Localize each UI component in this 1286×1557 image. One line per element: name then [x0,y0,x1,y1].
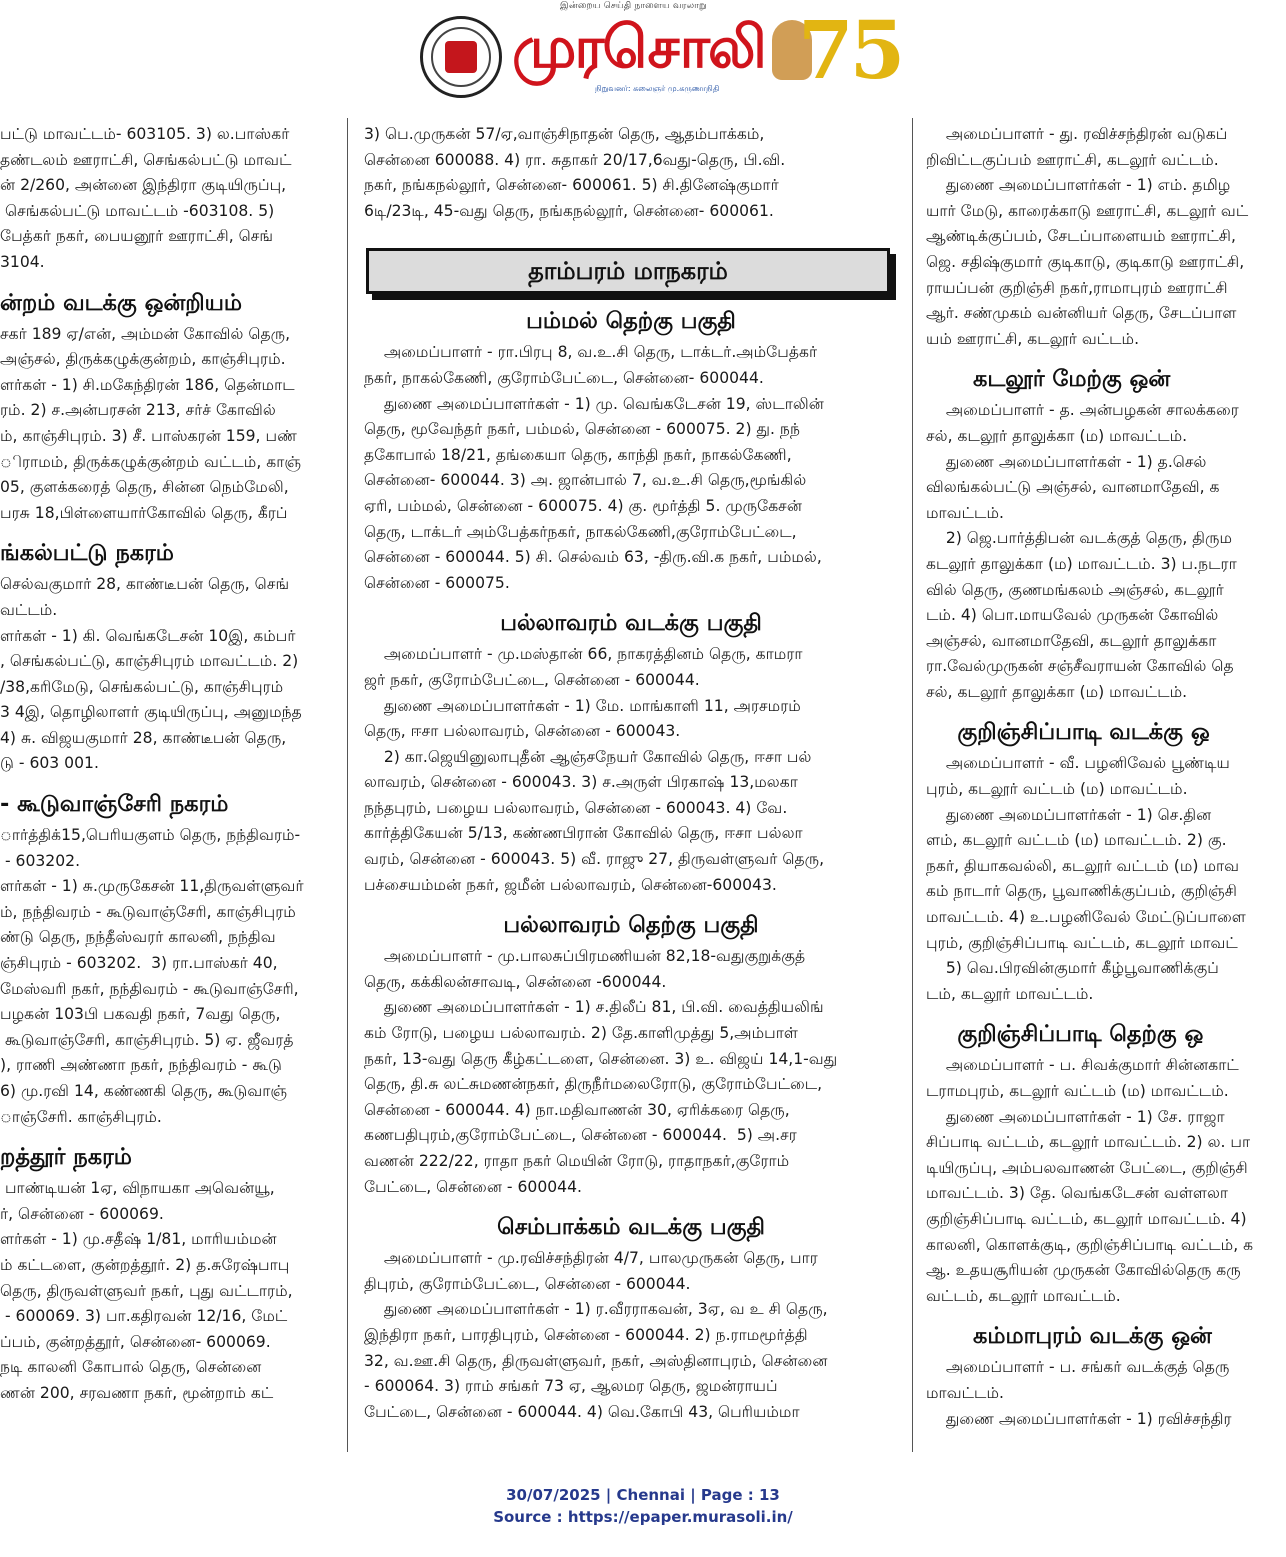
text-line: 2) ஜெ.பார்த்திபன் வடக்குத் தெரு, திரும [926,529,1233,548]
text-line: 3) பெ.முருகன் 57/ஏ,வாஞ்சிநாதன் தெரு, ஆதம்பாக்கம், [364,125,765,143]
section-heading: கம்மாபுரம் வடக்கு ஒன் [926,1323,1212,1350]
text-line: துணை அமைப்பாளர்கள் - 1) மே. மாங்காளி 11, அரசமரம் [364,696,801,715]
text-line: கணபதிபுரம்,குரோம்பேட்டை, சென்னை - 600044. 5) அ.சர [364,1126,797,1145]
text-line: சல், கடலூர் தாலுக்கா (ம) மாவட்டம். [926,426,1188,445]
text-line: 3104. [0,252,45,271]
text-line: சென்னை - 600044. 4) நா.மதிவாணன் 30, ஏரிக்கரை தெரு, [364,1100,790,1119]
text-line: சென்னை - 600075. [364,573,510,592]
text-line: தெரு, ஈசா பல்லாவரம், சென்னை - 600043. [364,722,681,741]
text-line: துணை அமைப்பாளர்கள் - 1) த.செல் [926,452,1207,471]
text-line: புரம், குறிஞ்சிப்பாடி வட்டம், கடலூர் மாவட் [926,933,1238,952]
text-line: தெரு, தி.சு லட்சுமணன்நகர், திருநீர்மலைரோடு, குரோம்பேட்டை, [364,1075,823,1094]
text-line: டு - 603 001. [0,754,99,773]
text-line: கம் ரோடு, பழைய பல்லாவரம். 2) தே.காளிமுத்து 5,அம்பாள் [364,1024,798,1043]
column-divider [912,118,913,1452]
text-line: ரம். 2) ச.அன்பரசன் 213, சர்ச் கோவில் [0,401,276,420]
section-heading: குறிஞ்சிப்பாடி வடக்கு ஒ [926,719,1210,746]
text-line: ளர்கள் - 1) மு.சதீஷ் 1/81, மாரியம்மன் [0,1230,277,1249]
middle-column-body [364,306,898,1425]
text-line: தெரு, டாக்டர் அம்பேத்கர்நகர், நாகல்கேணி,குரோம்பேட்டை, [364,522,797,541]
text-line: அஞ்சல், வானமாதேவி, கடலூர் தாலுக்கா [926,631,1217,650]
text-line: அமைப்பாளர் - மு.பாலசுப்பிரமணியன் 82,18-வதுகுறுக்குத் [364,947,806,966]
masthead [420,0,902,108]
text-line: டியிருப்பு, அம்பலவாணன் பேட்டை, குறிஞ்சி [926,1158,1248,1177]
text-line: ராயப்பன் குறிஞ்சி நகர்,ராமாபுரம் ஊராட்சி [926,278,1228,297]
text-line: ம் கட்டளை, குன்றத்தூர். 2) த.சுரேஷ்பாபு [0,1255,290,1274]
section-heading: - கூடுவாஞ்சேரி நகரம் [0,791,229,818]
text-line: /38,கரிமேடு, செங்கல்பட்டு, காஞ்சிபுரம் [0,677,284,696]
text-line: ), ராணி அண்ணா நகர், நந்திவரம் - கூடு [0,1056,282,1075]
text-line: துணை அமைப்பாளர்கள் - 1) மு. வெங்கடேசன் 19, ஸ்டாலின் [364,394,824,413]
text-line: ஜர் நகர், குரோம்பேட்டை, சென்னை - 600044. [364,670,700,689]
masthead-tagline: இன்றைய செய்தி நாளைய வரலாறு [560,1,707,11]
text-line: 6) மு.ரவி 14, கண்ணகி தெரு, கூடுவாஞ் [0,1082,288,1100]
text-line: அமைப்பாளர் - து. ரவிச்சந்திரன் வடுகப் [926,125,1228,143]
section-heading: குறிஞ்சிப்பாடி தெற்கு ஒ [926,1021,1204,1048]
text-line: 4) சு. விஜயகுமார் 28, காண்டீபன் தெரு, [0,728,287,747]
text-line: ப்பம், குன்றத்தூர், சென்னை- 600069. [0,1332,271,1351]
text-line: கூடுவாஞ்சேரி, காஞ்சிபுரம். 5) ஏ. ஜீவரத் [0,1030,294,1049]
newspaper-title: முரசொலி [512,13,765,81]
text-line: அமைப்பாளர் - ப. சிவக்குமார் சின்னகாட் [926,1056,1239,1075]
text-line: வட்டம். [0,600,58,619]
text-line: ஆ. உதயசூரியன் முருகன் கோவில்தெரு கரு [926,1261,1241,1280]
text-line: ன் 2/260, அன்னை இந்திரா குடியிருப்பு, [0,176,287,195]
text-line: பேட்டை, சென்னை - 600044. 4) வெ.கோபி 43, பெரியம்மா [364,1402,800,1421]
text-line: நகர், நாகல்கேணி, குரோம்பேட்டை, சென்னை- 600044. [364,368,764,387]
text-line: பரசு 18,பிள்ளையார்கோவில் தெரு, கீரப் [0,503,288,522]
text-line: துணை அமைப்பாளர்கள் - 1) ச.திலீப் 81, பி.வி. வைத்தியலிங் [364,998,824,1017]
anniversary-number: 75 [798,3,902,97]
text-line: நகர், நங்கநல்லூர், சென்னை- 600061. 5) சி.தினேஷ்குமார் [364,176,779,195]
section-heading: பம்மல் தெற்கு பகுதி [526,308,736,335]
text-line: யார் மேடு, காரைக்காடு ஊராட்சி, கடலூர் வட் [926,201,1249,220]
text-line: சென்னை 600088. 4) ரா. சுதாகர் 20/17,6வது-தெரு, பி.வி. [364,150,786,169]
text-line: சென்னை - 600044. 5) சி. செல்வம் 63, -திரு.வி.க நகர், பம்மல், [364,548,822,567]
footer-date-edition-page: 30/07/2025 | Chennai | Page : 13 [506,1486,780,1504]
text-line: , செங்கல்பட்டு, காஞ்சிபுரம் மாவட்டம். 2) [0,652,299,671]
text-line: மாவட்டம். 4) உ.பழனிவேல் மேட்டுப்பாளை [926,908,1246,927]
text-line: யம் ஊராட்சி, கடலூர் வட்டம். [926,329,1140,348]
text-line: துணை அமைப்பாளர்கள் - 1) சே. ராஜா [926,1107,1225,1126]
text-line: டராமபுரம், கடலூர் வட்டம் (ம) மாவட்டம். [926,1082,1229,1100]
text-line: அமைப்பாளர் - த. அன்பழகன் சாலக்கரை [926,401,1239,420]
text-line: பேட்டை, சென்னை - 600044. [364,1177,582,1196]
text-line: ாஞ்சேரி. காஞ்சிபுரம். [0,1107,162,1126]
section-heading: பல்லாவரம் தெற்கு பகுதி [503,912,759,939]
text-line: டம். 4) பொ.மாயவேல் முருகன் கோவில் [926,606,1219,625]
text-line: அமைப்பாளர் - மு.ரவிச்சந்திரன் 4/7, பாலமுருகன் தெரு, பார [364,1249,818,1268]
text-line: காலனி, கொளக்குடி, குறிஞ்சிப்பாடி வட்டம், க [926,1235,1254,1254]
text-line: டம், கடலூர் மாவட்டம். [926,984,1094,1003]
text-line: மாவட்டம். 3) தே. வெங்கடேசன் வள்ளலா [926,1184,1229,1203]
text-line: 32, வ.ஊ.சி தெரு, திருவள்ளுவர், நகர், அஸ்தினாபுரம், சென்னை [364,1351,828,1370]
text-line: அமைப்பாளர் - ரா.பிரபு 8, வ.உ.சி தெரு, டாக்டர்.அம்பேத்கர் [364,343,818,362]
text-line: ரா.வேல்முருகன் சஞ்சீவராயன் கோவில் தெ [926,657,1234,676]
text-line: ஆர். சண்முகம் வன்னியர் தெரு, சேடப்பாள [926,304,1237,323]
text-line: வரம், சென்னை - 600043. 5) வீ. ராஜு 27, திருவள்ளுவர் தெரு, [364,850,825,869]
text-line: பாண்டியன் 1ஏ, விநாயகா அவென்யூ, [0,1179,275,1198]
text-line: அமைப்பாளர் - மு.மஸ்தான் 66, நாகரத்தினம் தெரு, காமரா [364,645,803,664]
text-line: ர், சென்னை - 600069. [0,1204,164,1223]
text-line: ம், காஞ்சிபுரம். 3) சீ. பாஸ்கரன் 159, பண் [0,426,297,445]
text-line: அஞ்சல், திருக்கழுக்குன்றம், காஞ்சிபுரம். [0,350,286,369]
text-line: செல்வகுமார் 28, காண்டீபன் தெரு, செங் [0,575,290,594]
text-line: தண்டலம் ஊராட்சி, செங்கல்பட்டு மாவட் [0,150,292,169]
masthead-founder-line: நிறுவனர்: கலைஞர் மு.கருணாநிதி [595,84,720,93]
text-line: 3 4இ, தொழிலாளர் குடியிருப்பு, அனுமந்த [0,703,302,722]
text-line: நகர், 13-வது தெரு கீழ்கட்டளை, சென்னை. 3) உ. விஜய் 14,1-வது [364,1049,838,1068]
anniversary-badge [772,3,902,102]
text-line: மேஸ்வரி நகர், நந்திவரம் - கூடுவாஞ்சேரி, [0,979,299,998]
section-heading: ன்றம் வடக்கு ஒன்றியம் [0,289,243,316]
text-line: நந்தபுரம், பழைய பல்லாவரம், சென்னை - 600043. 4) வே. [364,798,788,817]
text-line: தகோபால் 18/21, தங்கையா தெரு, காந்தி நகர், நாகல்கேணி, [364,445,792,464]
text-line: 05, குளக்கரைத் தெரு, சின்ன நெம்மேலி, [0,478,289,497]
text-line: 2) கா.ஜெயினுலாபுதீன் ஆஞ்சநேயர் கோவில் தெரு, ஈசா பல் [364,747,812,766]
text-line: துணை அமைப்பாளர்கள் - 1) ரவிச்சந்திர [926,1409,1232,1428]
text-line: கடலூர் தாலுக்கா (ம) மாவட்டம். 3) ப.நடரா [926,554,1237,573]
text-line: 5) வெ.பிரவின்குமார் கீழ்பூவாணிக்குப் [926,959,1219,978]
text-line: ணன் 200, சரவணா நகர், மூன்றாம் கட் [0,1383,274,1402]
footer-source-link[interactable]: Source : https://epaper.murasoli.in/ [493,1508,793,1526]
text-line: தெரு, கக்கிலன்சாவடி, சென்னை -600044. [364,972,667,991]
text-line: கார்த்திகேயன் 5/13, கண்ணபிரான் கோவில் தெரு, ஈசா பல்லா [364,824,803,843]
text-line: ஆண்டிக்குப்பம், சேடப்பாளையம் ஊராட்சி, [926,227,1236,246]
text-line: தெரு, மூவேந்தர் நகர், பம்மல், சென்னை - 600075. 2) து. நந் [364,420,800,439]
section-heading: ங்கல்பட்டு நகரம் [0,540,174,567]
text-line: அமைப்பாளர் - வீ. பழனிவேல் பூண்டிய [926,754,1230,773]
text-line: ிராமம், திருக்கழுக்குன்றம் வட்டம், காஞ் [0,452,302,471]
text-line: குறிஞ்சிப்பாடி வட்டம், கடலூர் மாவட்டம். 4) [926,1209,1247,1228]
column-divider [347,118,348,1452]
text-line: பச்சையம்மன் நகர், ஜமீன் பல்லாவரம், சென்னை-600043. [364,875,777,894]
text-line: புரம், கடலூர் வட்டம் (ம) மாவட்டம். [926,780,1188,799]
text-line: - 600064. 3) ராம் சங்கர் 73 ஏ, ஆலமர தெரு, ஜமன்ராயப் [364,1377,778,1396]
text-line: 6டி/23டி, 45-வது தெரு, நங்கநல்லூர், சென்னை- 600061. [364,201,774,220]
text-line: ஜெ. சதிஷ்குமார் குடிகாடு, குடிகாடு ஊராட்சி, [926,252,1245,271]
text-line: ஞ்சிபுரம் - 603202. 3) ரா.பாஸ்கர் 40, [0,954,278,973]
text-line: திபுரம், குரோம்பேட்டை, சென்னை - 600044. [364,1274,691,1293]
text-line: ளர்கள் - 1) சி.மகேந்திரன் 186, தென்மாட [0,375,295,394]
text-line: சிப்பாடி வட்டம், கடலூர் மாவட்டம். 2) ல. பா [926,1133,1251,1152]
page-footer [0,1484,1286,1528]
text-line: ார்த்திக்15,பெரியகுளம் தெரு, நந்திவரம்- [0,826,301,845]
text-line: றிவிட்டகுப்பம் ஊராட்சி, கடலூர் வட்டம். [926,150,1219,169]
text-line: - 603202. [0,851,81,870]
left-column [0,122,334,1452]
section-banner-title: தாம்பரம் மாநகரம் [528,257,728,286]
text-line: ண்டு தெரு, நந்தீஸ்வரர் காலனி, நந்திவ [0,928,276,947]
text-line: ளர்கள் - 1) சு.முருகேசன் 11,திருவள்ளுவர் [0,877,304,896]
section-heading: செம்பாக்கம் வடக்கு பகுதி [497,1214,765,1241]
text-line: பழகன் 103பி பகவதி நகர், 7வது தெரு, [0,1005,281,1024]
text-line: தெரு, திருவள்ளுவர் நகர், புது வட்டாரம், [0,1281,293,1300]
text-line: துணை அமைப்பாளர்கள் - 1) செ.தின [926,805,1212,824]
text-line: விலங்கல்பட்டு அஞ்சல், வானமாதேவி, க [926,478,1220,497]
text-line: நகர், தியாகவல்லி, கடலூர் வட்டம் (ம) மாவ [926,856,1240,875]
text-line: கம் நாடார் தெரு, பூவாணிக்குப்பம், குறிஞ்சி [926,882,1237,901]
text-line: ம், நந்திவரம் - கூடுவாஞ்சேரி, காஞ்சிபுரம் [0,902,296,921]
text-line: செங்கல்பட்டு மாவட்டம் -603108. 5) [0,201,275,220]
text-line: மாவட்டம். [926,503,1004,522]
text-line: மாவட்டம். [926,1383,1004,1402]
text-line: ளர்கள் - 1) கி. வெங்கடேசன் 10இ, கம்பர் [0,626,296,645]
text-line: வணன் 222/22, ராதா நகர் மெயின் ரோடு, ராதாநகர்,குரோம் [364,1152,790,1170]
text-line: அமைப்பாளர் - ப. சங்கர் வடக்குத் தெரு [926,1358,1230,1377]
text-line: வில் தெரு, குணமங்கலம் அஞ்சல், கடலூர் [926,580,1224,599]
text-line: சல், கடலூர் தாலுக்கா (ம) மாவட்டம். [926,682,1188,701]
text-line: பட்டு மாவட்டம்- 603105. 3) ல.பாஸ்கர் [0,125,290,143]
text-line: வட்டம், கடலூர் மாவட்டம். [926,1286,1121,1305]
text-line: ளம், கடலூர் வட்டம் (ம) மாவட்டம். 2) கு. [926,831,1227,850]
text-line: - 600069. 3) பா.கதிரவன் 12/16, மேட் [0,1307,288,1326]
party-emblem-icon [420,16,502,98]
middle-column [364,122,898,1452]
text-line: ஏரி, பம்மல், சென்னை - 600075. 4) கு. மூர்த்தி 5. முருகேசன் [364,496,802,515]
text-line: சகர் 189 ஏ/என், அம்மன் கோவில் தெரு, [0,324,291,343]
text-line: பேத்கர் நகர், பையனூர் ஊராட்சி, செங் [0,227,274,246]
text-line: சென்னை- 600044. 3) அ. ஜான்பால் 7, வ.உ.சி தெரு,மூங்கில் [364,471,807,490]
text-line: துணை அமைப்பாளர்கள் - 1) ர.வீரராகவன், 3ஏ, வ உ சி தெரு, [364,1300,828,1319]
right-column [926,122,1286,1452]
text-line: லாவரம், சென்னை - 600043. 3) ச.அருள் பிரகாஷ் 13,மலகா [364,773,798,792]
middle-column-continued-text [364,122,898,224]
section-heading: றத்தூர் நகரம் [0,1144,132,1171]
section-banner [366,248,890,294]
text-line: இந்திரா நகர், பாரதிபுரம், சென்னை - 600044. 2) ந.ராமமூர்த்தி [364,1325,808,1344]
section-heading: பல்லாவரம் வடக்கு பகுதி [500,610,762,637]
text-line: நடி காலனி கோபால் தெரு, சென்னை [0,1358,262,1377]
section-heading: கடலூர் மேற்கு ஒன் [926,366,1171,393]
text-line: துணை அமைப்பாளர்கள் - 1) எம். தமிழ [926,176,1231,195]
